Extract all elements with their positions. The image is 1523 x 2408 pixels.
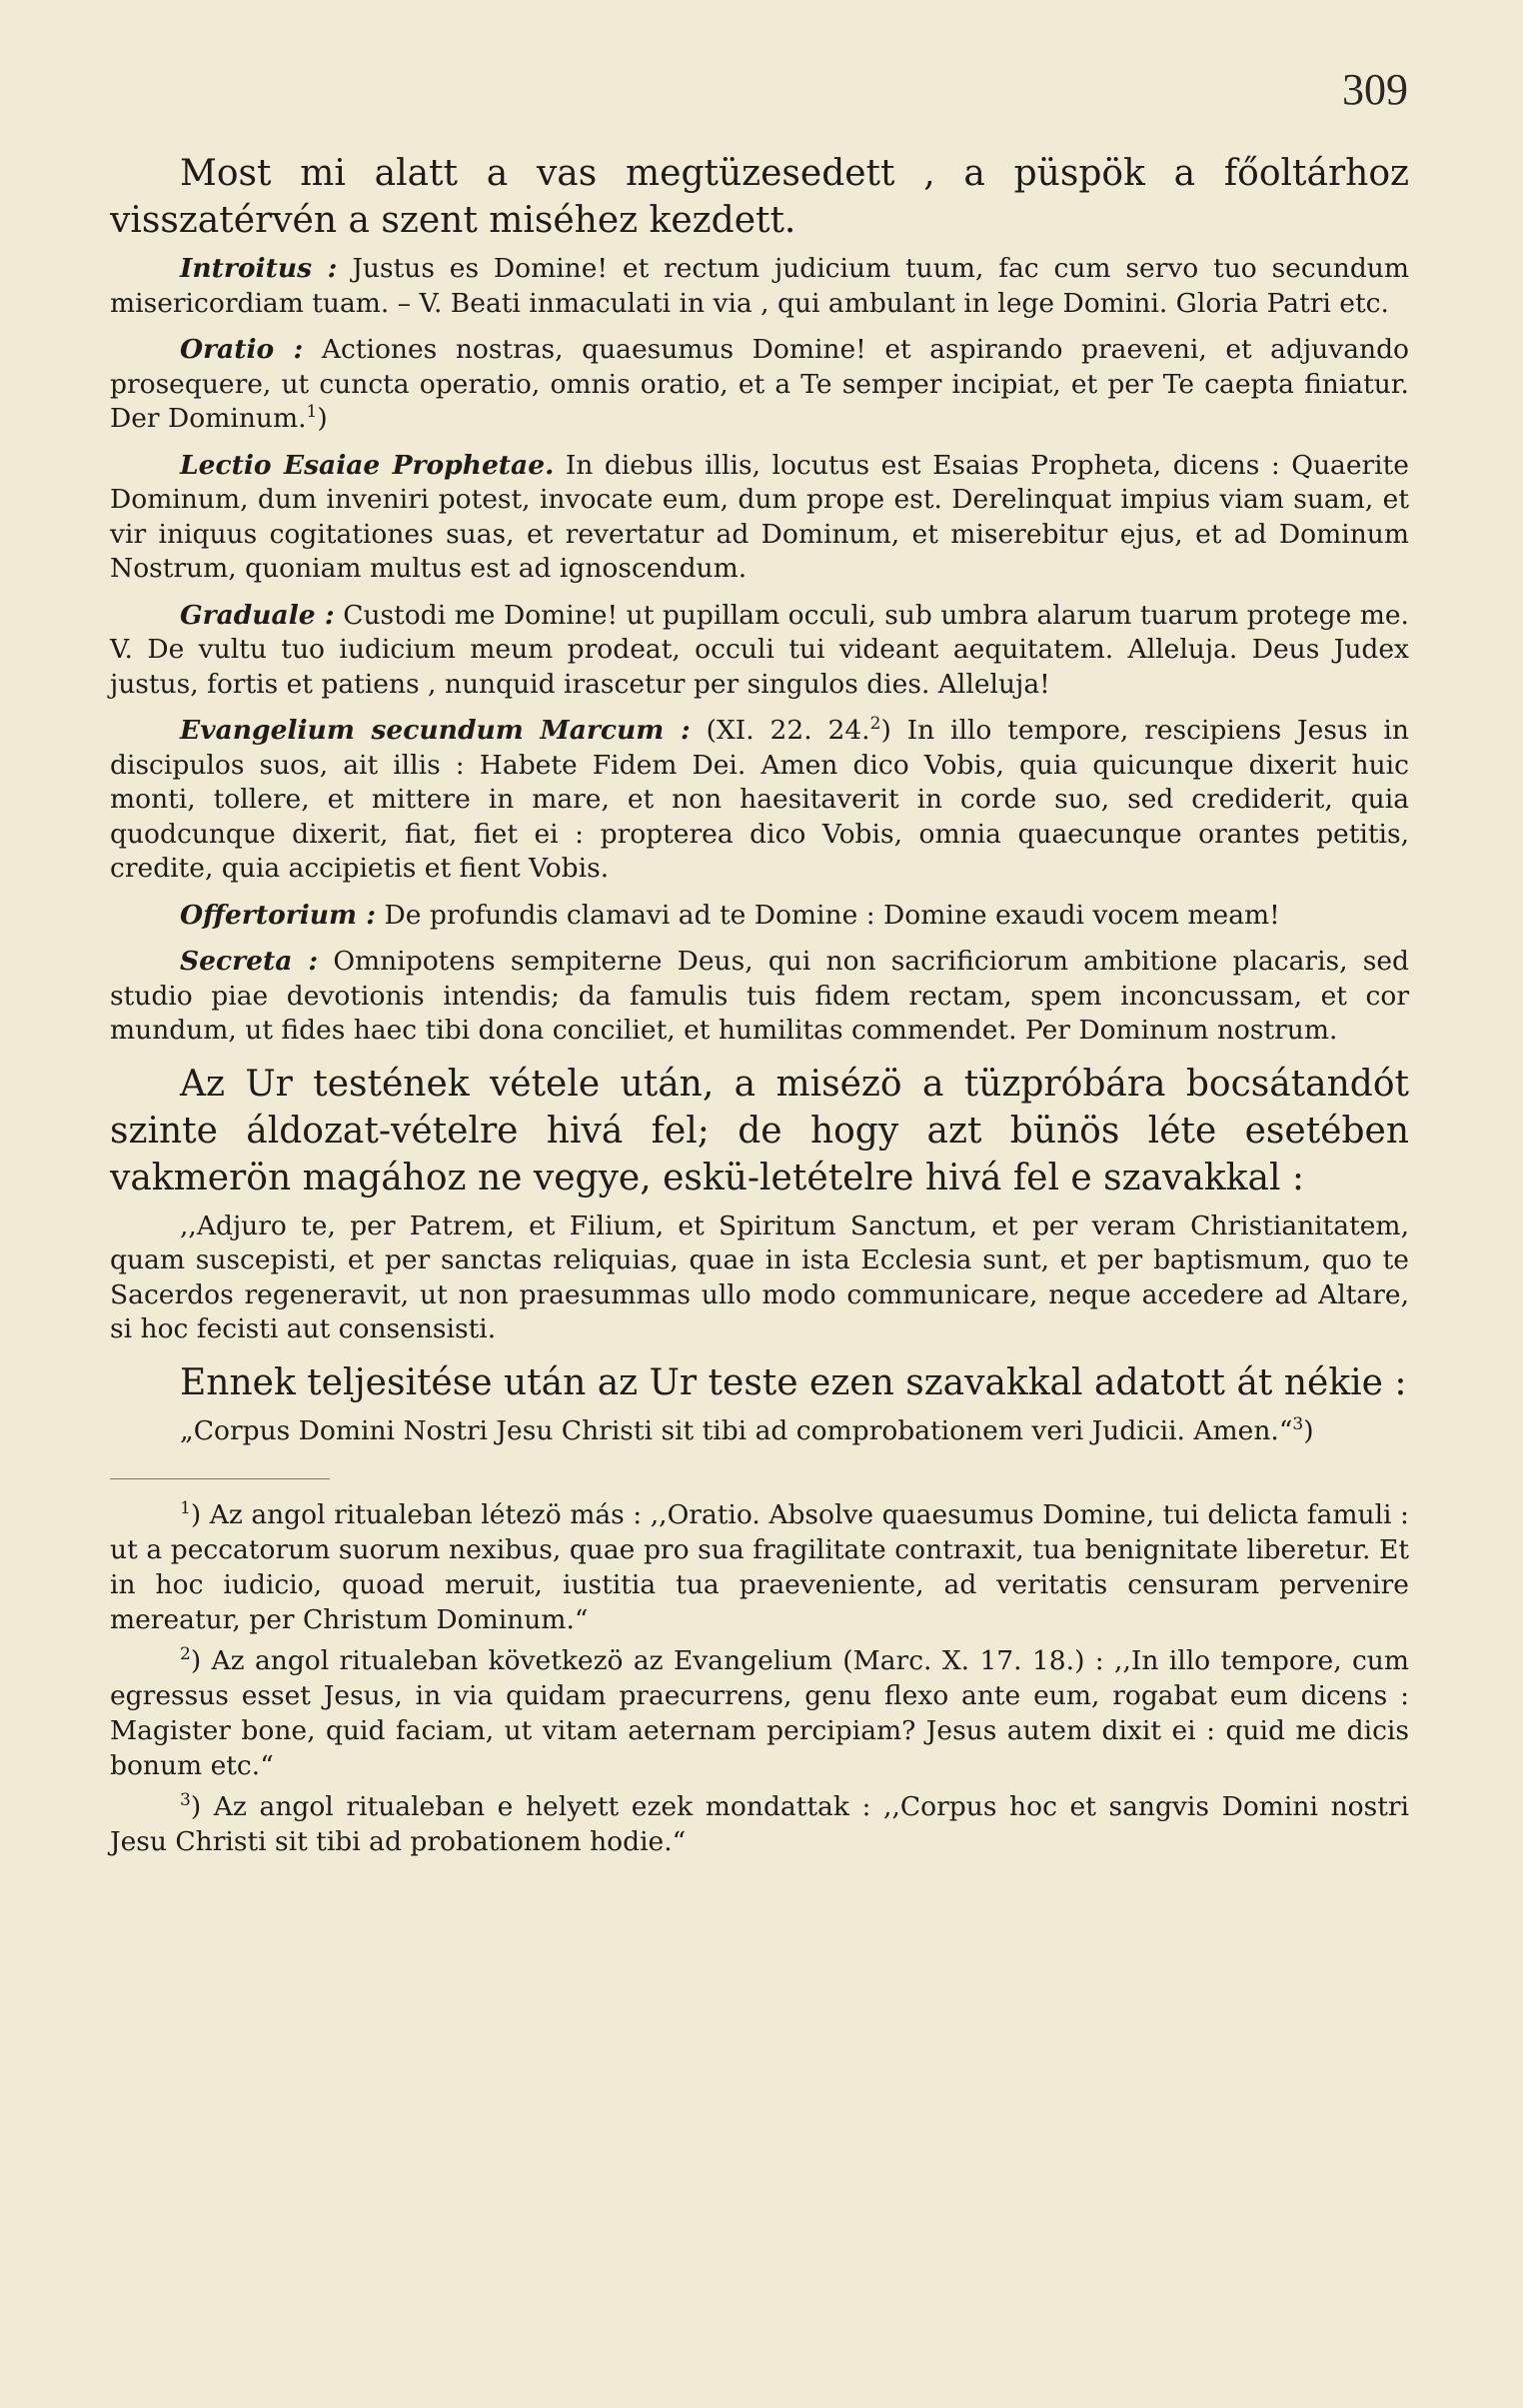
evangelium-paragraph [110,714,1409,887]
evangelium-text: ) In illo tempore, rescipiens Jesus in discipulos suos, ait illis : Habete Fidem Dei. Amen dico Vobis, quia quicunque dixerit huic monti, tollere, et mittere in mare, et non haesitaverit in corde suo, sed crediderit, quia quodcunque dixerit, fiat, fiet ei : propterea dico Vobis, omnia quaecunque orantes petitis, credite, quia accipietis et fient Vobis. [110,715,1409,884]
graduale-label: Graduale : [180,599,335,631]
secreta-paragraph [110,945,1409,1049]
corpus-paragraph [110,1414,1409,1449]
lectio-label: Lectio Esaiae Prophetae. [180,449,555,481]
main-text [110,150,1409,1865]
secreta-text: Omnipotens sempiterne Deus, qui non sacrificiorum ambitione placaris, sed studio piae devotionis intendis; da famulis tuis fidem rectam, spem inconcussam, et cor mundum, ut fides haec tibi dona conciliet, et humilitas commendet. Per Dominum nostrum. [110,946,1409,1046]
introitus-paragraph [110,252,1409,321]
footnote-3-text: ) Az angol ritualeban e helyett ezek mondattak : ,,Corpus hoc et sangvis Domini nostri Jesu Christi sit tibi ad probationem hodie.“ [110,1791,1409,1857]
footnote-mark-1: 1 [180,1498,191,1519]
oratio-tail: ) [317,403,328,434]
oratio-text: Actiones nostras, quaesumus Domine! et aspirando praeveni, et adjuvando prosequere, ut cuncta operatio, omnis oratio, et a Te semper incipiat, et per Te caepta finiatur. Der Dominum. [110,334,1409,434]
oratio-paragraph [110,333,1409,437]
footnote-mark-3: 3 [180,1790,191,1811]
footnote-2 [110,1643,1409,1783]
footnote-ref-2: 2 [869,714,881,735]
offertorium-paragraph [110,899,1409,934]
lectio-paragraph [110,449,1409,587]
footnote-ref-1: 1 [306,402,318,423]
communion-paragraph: Ennek teljesitése után az Ur teste ezen szavakkal adatott át nékie : [180,1361,1407,1403]
offertorium-text: De profundis clamavi ad te Domine : Domine exaudi vocem meam! [384,899,1280,931]
corpus-tail: ) [1303,1414,1314,1446]
oratio-label: Oratio : [180,334,304,365]
introitus-text: Justus es Domine! et rectum judicium tuum, fac cum servo tuo secundum misericordiam tuam. – V. Beati inmaculati in via , qui ambulant in lege Domini. Gloria Patri etc. [110,253,1409,319]
evangelium-ref: (XI. 22. 24. [706,715,870,746]
page-number: 309 [1342,65,1408,114]
footnote-1-text: ) Az angol ritualeban létezö más : ,,Oratio. Absolve quaesumus Domine, tui delicta famuli : ut a peccatorum suorum nexibus, quae pro sua fragilitate contraxit, tua benignitate liberetur. Et in hoc iudicio, quoad meruit, iustitia tua praeveniente, ad veritatis censuram pervenire mereatur, per Christum Dominum.“ [110,1499,1409,1635]
graduale-text: Custodi me Domine! ut pupillam occuli, sub umbra alarum tuarum protege me. V. De vultu tuo iudicium meum prodeat, occuli tui videant aequitatem. Alleluja. Deus Judex justus, fortis et patiens , nunquid irascetur per singulos dies. Alleluja! [110,599,1409,700]
footnote-2-text: ) Az angol ritualeban következö az Evangelium (Marc. X. 17. 18.) : ,,In illo tempore, cum egressus esset Jesus, in via quidam praecurrens, genu flexo ante eum, rogabat eum dicens : Magister bone, quid faciam, ut vitam aeternam percipiam? Jesus autem dixit ei : quid me dicis bonum etc.“ [110,1645,1409,1781]
adjuro-paragraph: ,,Adjuro te, per Patrem, et Filium, et Spiritum Sanctum, et per veram Christianitatem, quam suscepisti, et per sanctas reliquias, quae in ista Ecclesia sunt, et per baptismum, quo te Sacerdos regeneravit, ut non praesummas ullo modo communicare, neque accedere ad Altare, si hoc fecisti aut consensisti. [110,1209,1409,1344]
secreta-label: Secreta : [180,946,319,977]
footnote-divider [110,1478,330,1479]
footnote-mark-2: 2 [180,1644,191,1665]
introitus-label: Introitus : [180,253,338,284]
evangelium-label: Evangelium secundum Marcum : [180,715,691,746]
lectio-text: In diebus illis, locutus est Esaias Propheta, dicens : Quaerite Dominum, dum inveniri potest, invocate eum, dum prope est. Derelinquat impius viam suam, et vir iniquus cogitationes suas, et revertatur ad Dominum, et miserebitur ejus, et ad Dominum Nostrum, quoniam multus est ad ignoscendum. [110,449,1409,584]
footnote-ref-3: 3 [1292,1413,1304,1434]
corpus-text: „Corpus Domini Nostri Jesu Christi sit tibi ad comprobationem veri Judicii. Amen.“ [180,1414,1293,1446]
oath-intro-paragraph: Az Ur testének vétele után, a misézö a tüzpróbára bocsátandót szinte áldozat-vételre hivá fel; de hogy azt bünös léte esetében vakmerön magához ne vegye, eskü-letételre hivá fel e szavakkal : [110,1063,1409,1199]
offertorium-label: Offertorium : [180,899,377,931]
footnote-1 [110,1497,1409,1637]
intro-paragraph: Most mi alatt a vas megtüzesedett , a püspök a főoltárhoz visszatérvén a szent miséhez kezdett. [110,153,1409,241]
footnote-3 [110,1789,1409,1859]
graduale-paragraph [110,599,1409,703]
